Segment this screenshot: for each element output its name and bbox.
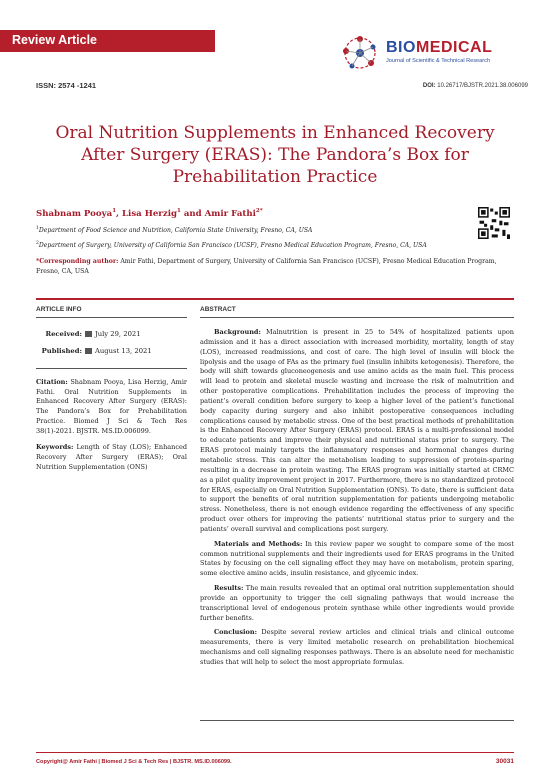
results-text: The main results revealed that an optimal oral nutrition supplementation should provide an opportunity to trigger the cell signaling pathways that would increase the transcriptional level of endogenous protein synthase while other ingredients would provide further benefits.	[200, 584, 514, 622]
author-name[interactable]: Shabnam Pooya	[36, 208, 113, 219]
received-row	[36, 330, 186, 338]
keywords-text: Length of Stay (LOS); Enhanced Recovery After Surgery (ERAS); Oral Nutrition Supplementation (ONS)	[36, 443, 187, 471]
footer-copyright: Copyright@ Amir Fathi | Biomed J Sci & Tech Res | BJSTR. MS.ID.006099.	[36, 759, 232, 765]
affiliation-sup: 1	[36, 226, 39, 231]
conclusion-label: Conclusion:	[214, 628, 257, 637]
issn: ISSN: 2574 -1241	[36, 81, 97, 90]
logo-tagline: Journal of Scientific & Technical Research	[386, 58, 491, 64]
article-info-heading: ARTICLE INFO	[36, 306, 82, 313]
corresponding-label: *Corresponding author:	[36, 258, 119, 265]
logo-bio-text: BIO	[386, 39, 416, 56]
background-label: Background:	[214, 328, 261, 336]
affiliation-text: Department of Surgery, University of California San Francisco (UCSF), Fresno Medical Education Program, Fresno, CA, USA	[38, 242, 427, 250]
published-date: August 13, 2021	[95, 347, 152, 355]
journal-logo[interactable]	[340, 33, 530, 73]
abstract-heading: ABSTRACT	[200, 306, 236, 313]
author-list: Shabnam Pooya$^1$, Lisa Herzig$^1$ and Amir Fathi$^{2*}$	[36, 208, 263, 219]
author-sup: 1	[177, 208, 181, 214]
affiliation	[36, 226, 312, 234]
qr-code-icon[interactable]	[478, 207, 510, 239]
abstract-body	[200, 328, 514, 673]
doi-value[interactable]: 10.26717/BJSTR.2021.38.006099	[437, 83, 528, 89]
author-sup: 1	[112, 208, 117, 214]
abstract-conclusion	[200, 628, 514, 667]
citation-label: Citation:	[36, 378, 68, 386]
doi-label: DOI:	[422, 83, 436, 89]
article-type-banner	[0, 30, 215, 52]
keywords-label: Keywords:	[36, 443, 74, 452]
affiliation	[36, 241, 427, 249]
corresponding-text: Amir Fathi, Department of Surgery, University of California San Francisco (UCSF), Fresno Medical Education Program, Fresno, CA, USA	[36, 258, 497, 275]
received-date: July 29, 2021	[95, 330, 141, 338]
published-label: Published:	[41, 347, 82, 355]
calendar-icon	[85, 348, 92, 354]
citation-text: Shabnam Pooya, Lisa Herzig, Amir Fathi. Oral Nutrition Supplements in Enhanced Recovery After Surgery (ERAS): The Pandora’s Box for Prehabilitation Practice. Biomed J Sci & Tech Res 38(1)-2021. BJSTR. MS.ID.006099.	[36, 378, 188, 435]
author-name[interactable]: Amir Fathi	[204, 208, 256, 219]
affiliation-text: Department of Food Science and Nutrition, California State University, Fresno, CA, USA	[38, 227, 313, 235]
affiliation-sup: 2	[36, 241, 39, 246]
article-title: Oral Nutrition Supplements in Enhanced Recovery After Surgery (ERAS): The Pandora’s Box for Prehabilitation Practice	[55, 123, 495, 187]
author-name[interactable]: Lisa Herzig	[122, 208, 177, 219]
abstract-methods	[200, 540, 514, 579]
page-number: 30031	[495, 758, 514, 765]
received-label: Received:	[45, 330, 82, 338]
section-divider-top	[36, 298, 514, 300]
methods-text: In this review paper we sought to compare some of the most common nutritional supplements and their ingredients used for ERAS programs in the United States by focusing on the cell signaling effect they may have on metabolism, protein sparing, some elective amino acids, insulin resistance, and glycemic index.	[200, 539, 514, 578]
article-type-label: Review Article	[12, 33, 97, 47]
info-divider	[36, 317, 187, 318]
author-sup: 2*	[255, 208, 263, 214]
doi[interactable]	[423, 83, 528, 89]
results-label: Results:	[214, 584, 244, 593]
abstract-end-divider	[200, 720, 514, 721]
published-row	[36, 347, 186, 355]
info-divider	[36, 368, 187, 369]
conclusion-text: Despite several review articles and clinical trials and clinical outcome measurements, there is very limited metabolic research on prehabilitation biochemical mechanisms and cell signaling responses pathways. There is an absolute need for mechanistic studies that will help to select the most appropriate formulas.	[200, 628, 514, 666]
calendar-icon	[85, 331, 92, 337]
logo-wordmark	[386, 39, 492, 57]
footer-divider	[36, 752, 514, 753]
corresponding-author	[36, 257, 514, 277]
molecule-logo-icon	[340, 33, 382, 75]
logo-medical-text: MEDICAL	[415, 39, 493, 56]
abstract-results	[200, 584, 514, 623]
methods-label: Materials and Methods:	[214, 539, 303, 548]
abstract-divider	[200, 317, 514, 318]
abstract-background	[200, 328, 514, 535]
citation-block	[36, 378, 187, 472]
background-text: Malnutrition is present in 25 to 54% of hospitalized patients upon admission and it has a direct association with increased morbidity, mortality, length of stay (LOS), increased readmissions, and cost of care. The high level of insulin will block the lipolysis and the usage of FAs as the primary fuel (insulin inhibits ketogenesis). Therefore, the body will shift towards gluconeogenesis and use amino acids as the main fuel. This process will lead to protein and skeletal muscle wasting and increase the risk of malnutrition and other postoperative complications. Prehabilitation includes the process of improving the patient’s overall condition before surgery to keep a higher level of the patient’s functional body capacity during surgery and also inhibit postoperative consequences including complications caused by metabolic stress. One of the best practical methods of prehabilitation is the Enhanced Recovery After Surgery (ERAS) protocol. ERAS is a multi-professional model to educate patients and improve their physical and nutritional status prior to surgery. The ERAS protocol mainly targets the inflammatory responses and hormonal changes during metabolic stress. This can alter the metabolism leading to suppression of protein-sparing resulting in a decrease in protein wasting. The ERAS program was initially started at CRMC as a pilot quality improvement project in 2017. Furthermore, there is no standardized protocol for ERAS, especially on Oral Nutrition Supplementation (ONS). To date, there is sufficient data to support the benefits of oral nutrition supplementation for patients undergoing metabolic stress. Nonetheless, there is not enough evidence regarding the effectiveness of any specific product over others for improving the patients’ nutritional status prior to surgery and the patients’ overall survival and complications post surgery.	[200, 328, 514, 533]
